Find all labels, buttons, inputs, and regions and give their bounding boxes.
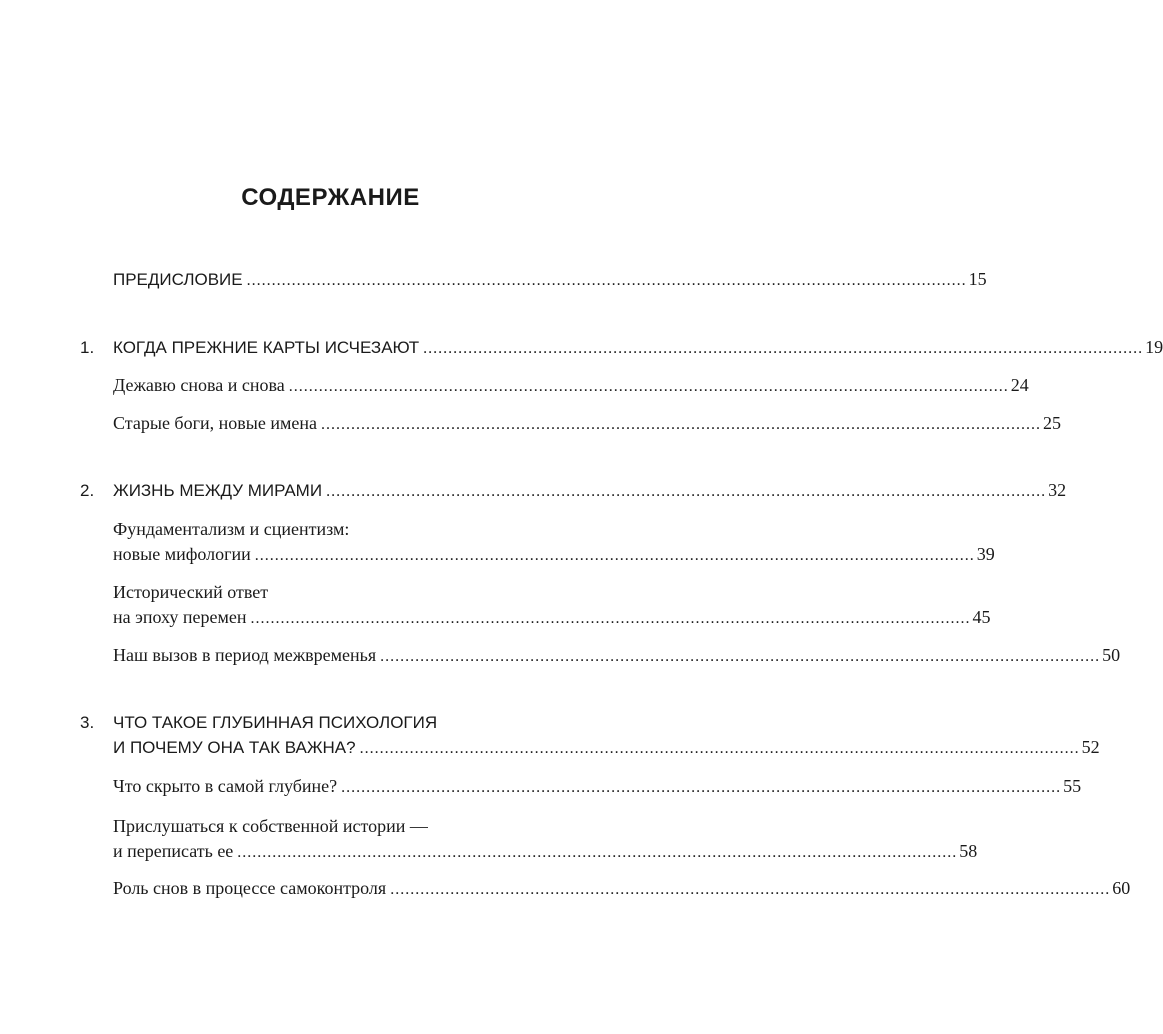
toc-row <box>113 267 987 293</box>
toc-entry-title: Наш вызов в период межвременья <box>113 645 377 665</box>
toc-entry-title: Старые боги, новые имена <box>113 413 317 433</box>
toc-entry-chapter-3[interactable] <box>80 710 1100 761</box>
toc-row <box>113 373 1029 399</box>
dot-leader: ................................................................................................................................................ <box>237 844 958 861</box>
toc-entry-section[interactable] <box>113 373 1029 399</box>
toc-entry-title-line1: ЧТО ТАКОЕ ГЛУБИННАЯ ПСИХОЛОГИЯ <box>113 713 438 732</box>
chapter-number: 2. <box>80 481 95 500</box>
toc-page-number: 24 <box>1010 375 1029 395</box>
toc-page-number: 25 <box>1042 413 1061 433</box>
toc-page-number: 19 <box>1145 337 1163 357</box>
toc-page-number: 45 <box>972 607 991 627</box>
dot-leader: ................................................................................................................................................ <box>250 610 971 627</box>
toc-entry-title: И ПОЧЕМУ ОНА ТАК ВАЖНА? <box>113 738 356 757</box>
toc-row <box>113 478 1067 504</box>
toc-page-number: 50 <box>1102 645 1121 665</box>
dot-leader: ................................................................................................................................................ <box>246 272 967 289</box>
dot-leader: ................................................................................................................................................ <box>288 378 1009 395</box>
toc-row <box>113 335 1163 361</box>
page-title: СОДЕРЖАНИЕ <box>241 184 420 211</box>
toc-entry-title: КОГДА ПРЕЖНИЕ КАРТЫ ИСЧЕЗАЮТ <box>113 338 420 357</box>
toc-entry-section[interactable] <box>113 774 1082 800</box>
toc-entry-section[interactable] <box>113 517 995 568</box>
toc-row <box>113 542 995 568</box>
toc-entry-title-line1: Исторический ответ <box>113 582 269 602</box>
toc-entry-section[interactable] <box>113 876 1131 902</box>
toc-row <box>113 643 1121 669</box>
toc-page-number: 52 <box>1081 737 1100 757</box>
toc-entry-title: на эпоху перемен <box>113 607 247 627</box>
toc-entry-section[interactable] <box>113 814 978 865</box>
toc-entry-title-line1: Фундаментализм и сциентизм: <box>113 519 350 539</box>
dot-leader: ................................................................................................................................................ <box>326 483 1047 500</box>
toc-entry-chapter-1[interactable] <box>80 335 1163 361</box>
toc-row <box>113 839 978 865</box>
toc-entry-title: ЖИЗНЬ МЕЖДУ МИРАМИ <box>113 481 323 500</box>
toc-row <box>113 735 1100 761</box>
toc-entry-preface[interactable] <box>113 267 987 293</box>
dot-leader: ................................................................................................................................................ <box>320 416 1041 433</box>
dot-leader: ................................................................................................................................................ <box>359 740 1080 757</box>
toc-entry-title: и переписать ее <box>113 841 234 861</box>
dot-leader: ................................................................................................................................................ <box>341 779 1062 796</box>
toc-entry-title: ПРЕДИСЛОВИЕ <box>113 270 243 289</box>
dot-leader: ................................................................................................................................................ <box>254 547 975 564</box>
dot-leader: ................................................................................................................................................ <box>380 648 1101 665</box>
toc-page-number: 58 <box>959 841 978 861</box>
toc-row <box>113 774 1082 800</box>
toc-entry-chapter-2[interactable] <box>80 478 1067 504</box>
dot-leader: ................................................................................................................................................ <box>390 881 1111 898</box>
chapter-number: 1. <box>80 338 95 357</box>
toc-entry-section[interactable] <box>113 580 991 631</box>
toc-entry-title: Что скрыто в самой глубине? <box>113 776 338 796</box>
chapter-number: 3. <box>80 713 95 732</box>
toc-page-number: 55 <box>1063 776 1082 796</box>
toc-page-number: 39 <box>976 544 995 564</box>
toc-page-number: 32 <box>1048 480 1067 500</box>
toc-entry-title: Дежавю снова и снова <box>113 375 285 395</box>
toc-entry-title: Роль снов в процессе самоконтроля <box>113 878 387 898</box>
toc-row <box>113 605 991 631</box>
toc-page-number: 15 <box>968 269 987 289</box>
toc-page-number: 60 <box>1112 878 1131 898</box>
toc-entry-section[interactable] <box>113 411 1061 437</box>
toc-entry-title-line1: Прислушаться к собственной истории — <box>113 816 428 836</box>
toc-row <box>113 876 1131 902</box>
dot-leader: ................................................................................................................................................ <box>423 340 1144 357</box>
toc-entry-title: новые мифологии <box>113 544 251 564</box>
toc-entry-section[interactable] <box>113 643 1121 669</box>
toc-row <box>113 411 1061 437</box>
